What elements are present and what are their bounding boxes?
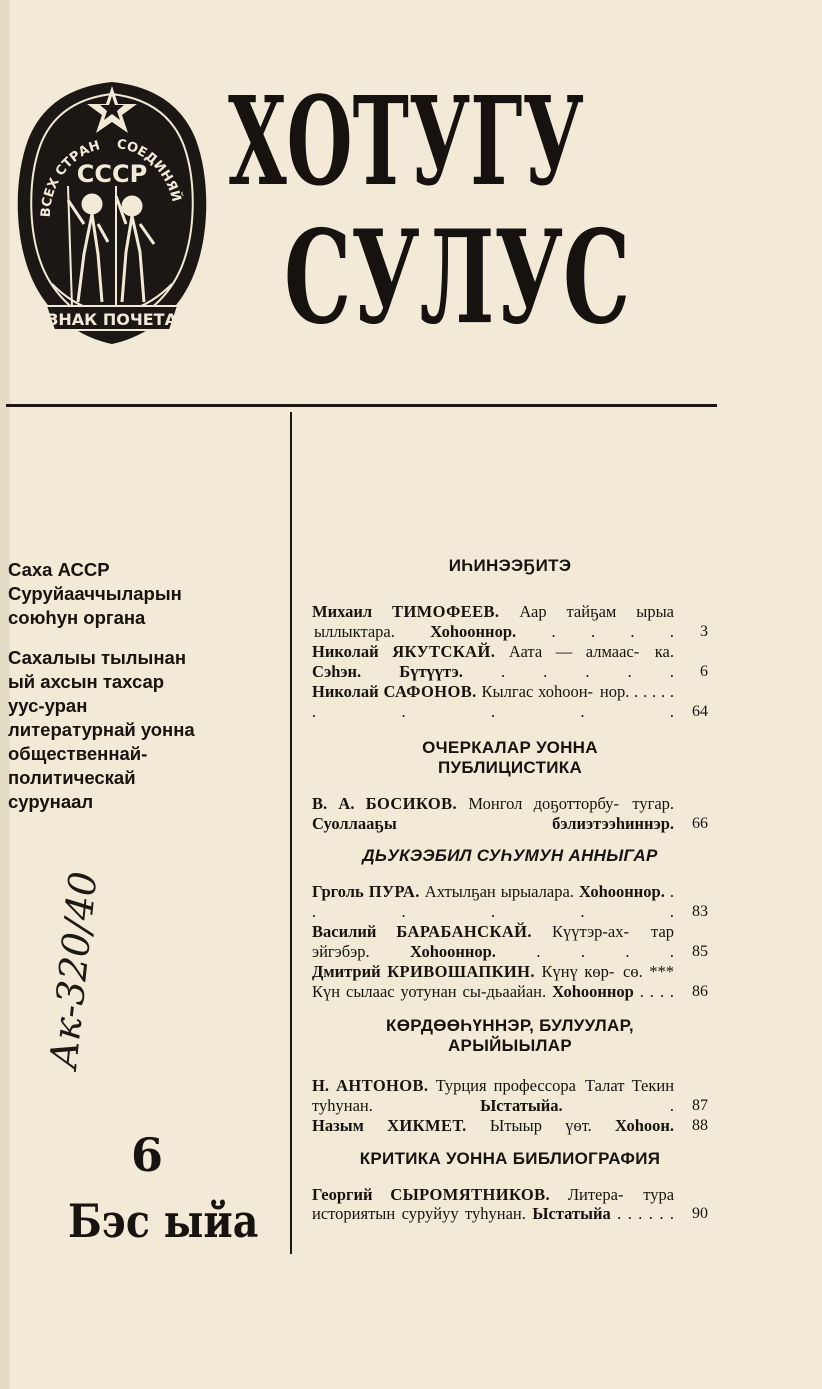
- issue-number: 6: [130, 1128, 163, 1182]
- toc-genre: Сэһэн. Бүтүүтэ.: [312, 661, 463, 681]
- toc-section-title: ИҺИНЭЭҔИТЭ: [448, 556, 572, 575]
- toc-entry: [312, 922, 708, 961]
- toc-entry-text: [312, 962, 674, 1001]
- toc-work-title: Күүтэр-ах-: [551, 922, 629, 941]
- toc-work-title-cont: тура историятын суруйуу туһунан.: [312, 1184, 675, 1223]
- toc-entry-text: [312, 794, 674, 833]
- toc-page-number: 90: [692, 1205, 708, 1222]
- toc-section-title: КӨРДӨӨҺҮННЭР, БУЛУУЛАР, АРЫЙЫЫЛАР: [386, 1016, 634, 1055]
- toc-author-surname: ТИМОФЕЕВ.: [392, 602, 500, 621]
- toc-entry: [312, 882, 708, 921]
- toc-work-title-cont: тар эйгэбэр.: [312, 922, 675, 961]
- toc-page-number: 3: [700, 622, 708, 640]
- toc-author-surname: САФОНОВ.: [383, 682, 477, 701]
- toc-leader-dots: . . . .: [536, 941, 675, 961]
- toc-work-title: Ахтылҕан ырыалара.: [424, 882, 574, 901]
- emblem-ring-right: СОЕДИНЯЙ: [115, 137, 184, 204]
- toc-work-title-cont: ка.: [654, 642, 674, 661]
- toc-author: Н.: [312, 1076, 329, 1095]
- toc-author-surname: БАРАБАНСКАЙ.: [396, 922, 532, 941]
- toc-section-title: ДЬУКЭЭБИЛ СУҺУМУН АННЫГАР: [362, 846, 658, 865]
- toc-entry: [312, 602, 708, 641]
- masthead-rule: [6, 404, 717, 407]
- toc-work-title-cont: тугар.: [632, 794, 675, 813]
- toc-page-number: 88: [692, 1117, 708, 1134]
- toc-author: Михаил: [312, 602, 373, 621]
- toc-work-title: Литера-: [567, 1184, 624, 1204]
- toc-author-surname: БОСИКОВ.: [365, 794, 458, 813]
- toc-genre: Суоллааҕы бэлиэтээһиннэр.: [312, 813, 674, 833]
- toc-author-surname: ПУРА.: [368, 882, 420, 901]
- toc-genre: Ыстатыйа.: [480, 1095, 563, 1115]
- toc-entry: [312, 682, 708, 721]
- toc-section-title: КРИТИКА УОННА БИБЛИОГРАФИЯ: [359, 1148, 661, 1168]
- toc-entry: [312, 962, 708, 1001]
- toc-work-title: Аата — алмаас-: [508, 642, 640, 661]
- journal-description: [8, 646, 278, 814]
- toc-entry: [312, 1076, 708, 1115]
- publisher-info: [8, 558, 278, 814]
- order-badge-emblem-icon: [12, 74, 212, 350]
- toc-leader-dots: .: [669, 1095, 675, 1115]
- toc-entry: [312, 642, 708, 681]
- issue-month: Бэс ыйа: [68, 1194, 259, 1248]
- magazine-title-line-1: ХОТУГУ: [228, 69, 584, 213]
- toc-author-surname: АНТОНОВ.: [336, 1076, 429, 1095]
- toc-work-title: Монгол доҕотторбу-: [468, 794, 620, 813]
- toc-leader-dots: . . . .: [639, 981, 675, 1001]
- toc-work-title-cont: ыллыктара.: [314, 621, 395, 641]
- emblem-ribbon-text: ЗНАК ПОЧЕТА: [47, 310, 177, 329]
- toc-entry-text: [312, 1185, 674, 1224]
- description-line: Сахалыы тылынан: [8, 647, 186, 668]
- toc-author: Грголь: [312, 882, 364, 901]
- toc-author: В. А.: [312, 794, 355, 813]
- toc-author-surname: СЫРОМЯТНИКОВ.: [390, 1184, 551, 1204]
- toc-genre: Хоһооннор.: [578, 882, 665, 901]
- toc-genre: Хоһооннор.: [430, 621, 517, 641]
- toc-author-surname: ЯКУТСКАЙ.: [392, 642, 496, 661]
- organ-line: союһун органа: [8, 607, 146, 628]
- toc-page-number: 83: [692, 902, 708, 920]
- emblem-center-text: СССР: [76, 160, 148, 188]
- toc-leader-dots: . . . . . .: [617, 1204, 675, 1223]
- description-line: сурунаал: [8, 791, 94, 812]
- toc-entry-text: [312, 642, 674, 681]
- toc-entry-text: [312, 1116, 674, 1136]
- toc-page-number: 86: [692, 982, 708, 1000]
- toc-genre: Хоһоон.: [615, 1116, 675, 1135]
- magazine-title-line-2: СУЛУС: [284, 203, 631, 353]
- column-divider: [290, 412, 292, 1254]
- toc-author: Василий: [312, 922, 377, 941]
- toc-page-number: 87: [692, 1096, 708, 1114]
- toc-page-number: 64: [692, 702, 708, 720]
- archive-stamp-text: Ак-320/40: [41, 869, 106, 1071]
- toc-entry: [312, 794, 708, 833]
- toc-author: Николай: [312, 642, 379, 661]
- toc-leader-dots: . . . . . .: [312, 882, 675, 921]
- description-line: общественнай-: [8, 743, 148, 764]
- organ-statement: [8, 558, 278, 630]
- toc-page-number: 85: [692, 942, 708, 960]
- description-line: политическай: [8, 767, 136, 788]
- toc-author: Назым: [312, 1116, 364, 1135]
- toc-entry: [312, 1185, 708, 1224]
- table-of-contents: [312, 556, 708, 1225]
- organ-line: Суруйааччыларын: [8, 583, 182, 604]
- toc-work-title: Турция профессора: [435, 1076, 576, 1095]
- toc-leader-dots: . . . .: [551, 621, 674, 641]
- toc-entry-text: [312, 882, 674, 921]
- toc-work-title: Күнү көр-: [541, 962, 615, 981]
- toc-entry: [312, 1116, 708, 1136]
- description-line: ый ахсын тахсар: [8, 671, 165, 692]
- toc-work-title-cont: Талат Текин туһунан.: [312, 1076, 675, 1115]
- organ-line: Саха АССР: [8, 559, 110, 580]
- toc-genre: Хоһооннор.: [410, 941, 496, 961]
- toc-author: Дмитрий: [312, 962, 381, 981]
- toc-entry-text: [312, 922, 674, 961]
- toc-entry-text: [312, 682, 674, 721]
- toc-section-title: ОЧЕРКАЛАР УОННА ПУБЛИЦИСТИКА: [422, 738, 598, 777]
- toc-work-title-cont: сө. *** Күн сылаас уотунан сы-дьаайан.: [312, 962, 675, 1001]
- toc-genre: Ыстатыйа: [532, 1204, 611, 1223]
- toc-author: Николай: [312, 682, 379, 701]
- description-line: литературнай уонна: [8, 719, 195, 740]
- toc-genre: Хоһооннор: [552, 981, 634, 1001]
- toc-page-number: 6: [700, 662, 708, 680]
- toc-work-title: Аар тайҕам ырыа: [519, 602, 674, 621]
- archive-stamp: [34, 869, 106, 1072]
- toc-work-title: Ытыыр үөт.: [489, 1116, 592, 1135]
- toc-work-title: Кылгас хоһоон-: [481, 682, 594, 701]
- toc-author-surname: ХИКМЕТ.: [387, 1116, 467, 1135]
- toc-leader-dots: . . . . .: [500, 661, 674, 681]
- toc-author-surname: КРИВОШАПКИН.: [387, 962, 535, 981]
- toc-entry-text: [312, 1076, 674, 1115]
- toc-work-title-cont: нор.: [599, 682, 630, 701]
- emblem-ring-left: ВСЕХ СТРАН: [38, 138, 102, 218]
- description-line: уус-уран: [8, 695, 88, 716]
- toc-entry-text: [312, 602, 674, 641]
- toc-page-number: 66: [692, 814, 708, 832]
- toc-author: Георгий: [312, 1184, 373, 1204]
- toc-leader-dots: . . . . . . . . . .: [312, 682, 675, 721]
